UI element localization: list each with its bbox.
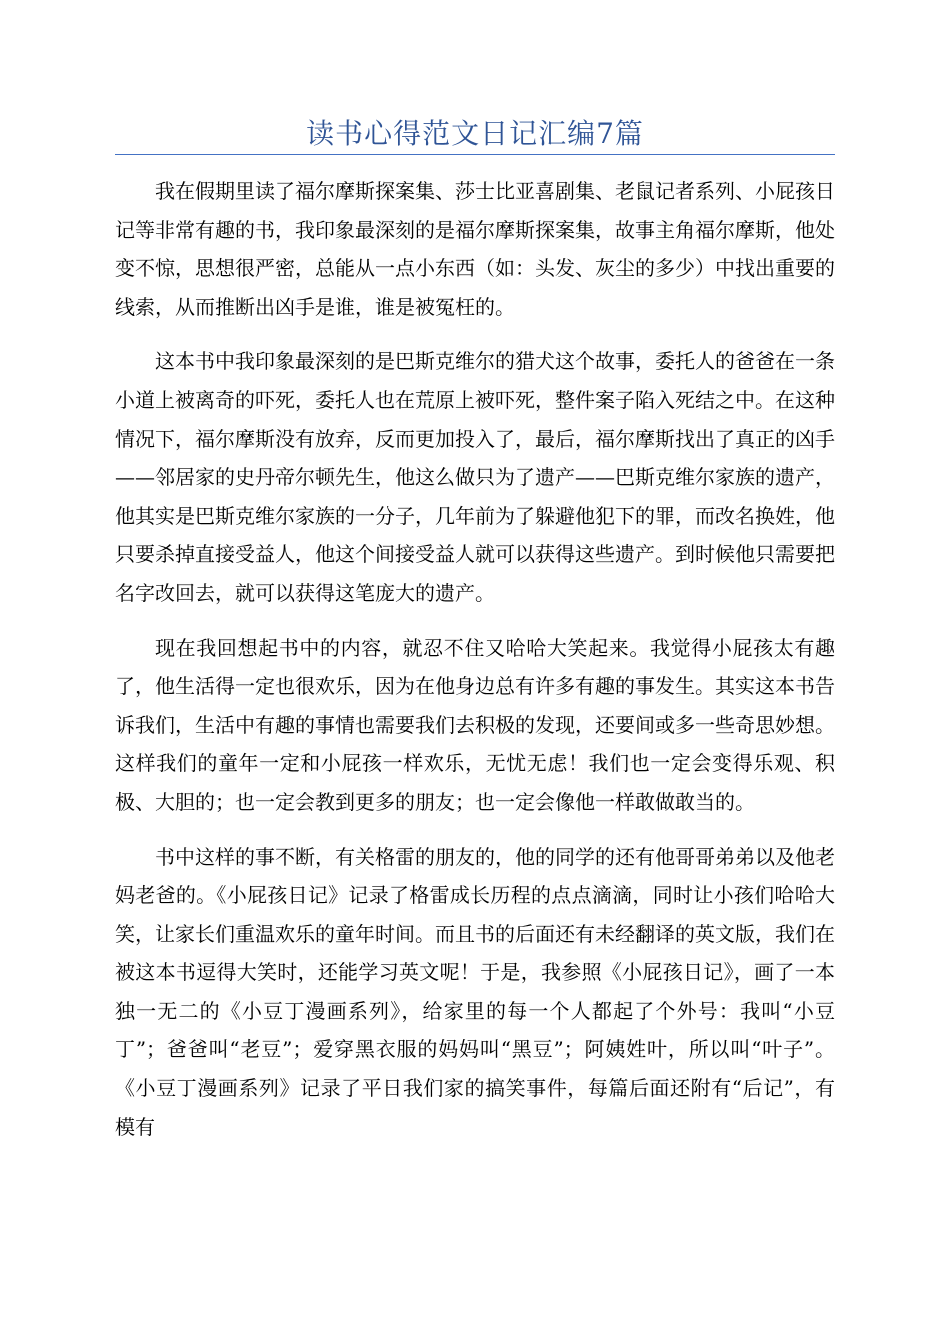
title-underline — [115, 154, 835, 155]
paragraph-3: 现在我回想起书中的内容，就忍不住又哈哈大笑起来。我觉得小屁孩太有趣了，他生活得一定也很欢乐，因为在他身边总有许多有趣的事发生。其实这本书告诉我们，生活中有趣的事情也需要我们去积极的发现，还要间或多一些奇思妙想。这样我们的童年一定和小屁孩一样欢乐，无忧无虑！我们也一定会变得乐观、积极、大胆的；也一定会教到更多的朋友；也一定会像他一样敢做敢当的。 — [115, 635, 835, 814]
paragraph-4: 书中这样的事不断，有关格雷的朋友的，他的同学的还有他哥哥弟弟以及他老妈老爸的。《小屁孩日记》记录了格雷成长历程的点点滴滴，同时让小孩们哈哈大笑，让家长们重温欢乐的童年时间。而且书的后面还有未经翻译的英文版，我们在被这本书逗得大笑时，还能学习英文呢！于是，我参照《小屁孩日记》，画了一本独一无二的《小豆丁漫画系列》，给家里的每一个人都起了个外号：我叫“小豆丁”；爸爸叫“老豆”；爱穿黑衣服的妈妈叫“黑豆”；阿姨姓叶，所以叫“叶子”。《小豆丁漫画系列》记录了平日我们家的搞笑事件，每篇后面还附有“后记”，有模有 — [115, 844, 835, 1139]
paragraph-2: 这本书中我印象最深刻的是巴斯克维尔的猎犬这个故事，委托人的爸爸在一条小道上被离奇的吓死，委托人也在荒原上被吓死，整件案子陷入死结之中。在这种情况下，福尔摩斯没有放弃，反而更加投入了，最后，福尔摩斯找出了真正的凶手——邻居家的史丹帝尔顿先生，他这么做只为了遗产——巴斯克维尔家族的遗产，他其实是巴斯克维尔家族的一分子，几年前为了躲避他犯下的罪，而改名换姓，他只要杀掉直接受益人，他这个间接受益人就可以获得这些遗产。到时候他只需要把名字改回去，就可以获得这笔庞大的遗产。 — [115, 349, 835, 605]
paragraph-1: 我在假期里读了福尔摩斯探案集、莎士比亚喜剧集、老鼠记者系列、小屁孩日记等非常有趣的书，我印象最深刻的是福尔摩斯探案集，故事主角福尔摩斯，他处变不惊，思想很严密，总能从一点小东西（如：头发、灰尘的多少）中找出重要的线索，从而推断出凶手是谁，谁是被冤枉的。 — [115, 179, 835, 319]
document-body — [115, 172, 835, 1162]
page-title: 读书心得范文日记汇编7篇 — [306, 117, 644, 150]
